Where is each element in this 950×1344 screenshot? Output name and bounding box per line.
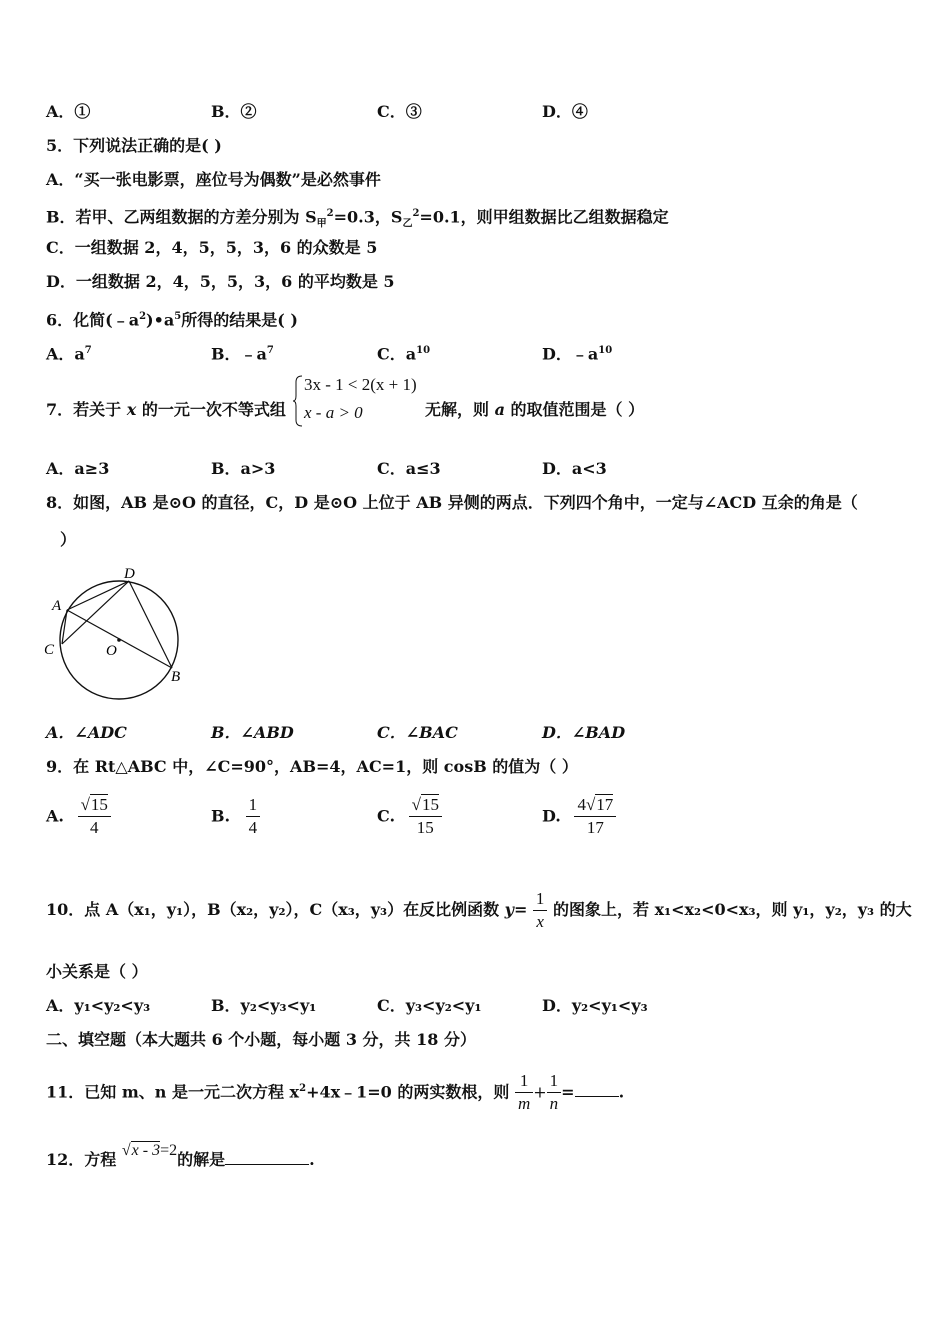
label-c: C xyxy=(44,642,55,658)
q8-option-a: A．∠ADC xyxy=(46,723,127,742)
q9-stem: 9．在 Rt△ABC 中，∠C=90°，AB=4，AC=1，则 cosB 的值为（ ） xyxy=(46,757,578,776)
q5-option-c: C．一组数据 2，4，5，5，3，6 的众数是 5 xyxy=(46,238,378,257)
q6-option-d: D．$﹣a^{10}$ xyxy=(542,344,613,364)
q6-stem: 6．化简$(﹣a^2)•a^5$所得的结果是( ) xyxy=(46,310,298,330)
label-d: D xyxy=(124,566,135,582)
brace-icon xyxy=(292,374,304,428)
q7-option-b: B．a>3 xyxy=(211,459,276,478)
q8-stem: 8．如图，AB 是⊙O 的直径，C，D 是⊙O 上位于 AB 异侧的两点．下列四个角中，一定与∠ACD 互余的角是（ xyxy=(46,493,858,512)
q10-option-b: B．y₂<y₃<y₁ xyxy=(211,996,317,1015)
center-point xyxy=(117,638,121,642)
q4-option-b: B．② xyxy=(211,102,257,121)
q12-stem: 12．方程 √x - 3=2的解是 . xyxy=(46,1142,315,1169)
q12-answer-blank xyxy=(225,1164,309,1165)
q6-option-b: B．$﹣a^7$ xyxy=(211,344,274,364)
q9-option-c: C. $\frac{√15}{15}$ xyxy=(377,794,442,839)
q9-option-d: D. $\frac{4√17}{17}$ xyxy=(542,794,616,839)
label-a: A xyxy=(52,598,62,614)
q10-stem-cont: 小关系是（ ） xyxy=(46,962,148,981)
q8-option-b: B．∠ABD xyxy=(211,723,294,742)
q7-option-d: D．a<3 xyxy=(542,459,607,478)
q4-option-c: C．③ xyxy=(377,102,422,121)
segment-db xyxy=(129,581,172,668)
q5-option-a: A．“买一张电影票，座位号为偶数”是必然事件 xyxy=(46,170,381,189)
q9-option-a: A. $\frac{√15}{4}$ xyxy=(46,794,111,839)
q7-stem-right: 无解，则 a 的取值范围是（ ） xyxy=(425,400,645,419)
q6-option-a: A．$a^7$ xyxy=(46,344,92,364)
q5-stem: 5．下列说法正确的是( ) xyxy=(46,136,222,155)
circle-diagram xyxy=(40,562,200,712)
q7-inequality-system: 3x - 1 < 2(x + 1) x - a > 0 xyxy=(292,374,422,428)
q6-option-c: C．$a^{10}$ xyxy=(377,344,431,364)
q10-option-d: D．y₂<y₁<y₃ xyxy=(542,996,648,1015)
q8-option-d: D．∠BAD xyxy=(542,723,626,742)
q7-stem-left: 7．若关于 x 的一元一次不等式组 xyxy=(46,400,286,419)
section-heading: 二、填空题（本大题共 6 个小题，每小题 3 分，共 18 分） xyxy=(46,1030,476,1049)
q4-option-d: D．④ xyxy=(542,102,588,121)
label-b: B xyxy=(171,669,181,685)
q4-option-a: A．① xyxy=(46,102,91,121)
q8-stem-close: ） xyxy=(60,530,77,549)
q5-option-d: D．一组数据 2，4，5，5，3，6 的平均数是 5 xyxy=(46,272,395,291)
q11-answer-blank xyxy=(575,1096,619,1097)
label-o: O xyxy=(106,643,117,659)
q10-stem: 10．点 A（x₁，y₁），B（x₂，y₂），C（x₃，y₃）在反比例函数 y= $\frac{1}{x}$ 的图象上，若 x₁<x₂<0<x₃，则 y₁，y₂，y₃ 的大 xyxy=(46,889,912,931)
q9-option-b: B. $\frac{1}{4}$ xyxy=(211,794,260,839)
q7-option-a: A．a≥3 xyxy=(46,459,110,478)
q8-option-c: C．∠BAC xyxy=(377,723,458,742)
q10-option-c: C．y₃<y₂<y₁ xyxy=(377,996,482,1015)
q7-option-c: C．a≤3 xyxy=(377,459,441,478)
q5-option-b: B．若甲、乙两组数据的方差分别为 $S_甲^2=0.3$，$S_乙^2=0.1$，则甲组数据比乙组数据稳定 xyxy=(46,207,669,230)
segment-ac xyxy=(62,610,67,644)
q11-stem: 11．已知 m、n 是一元二次方程 $x^2+4x﹣1=0$ 的两实数根，则 $\frac{1}{m}$ + $\frac{1}{n}$ = . xyxy=(46,1071,625,1114)
q10-option-a: A．y₁<y₂<y₃ xyxy=(46,996,151,1015)
